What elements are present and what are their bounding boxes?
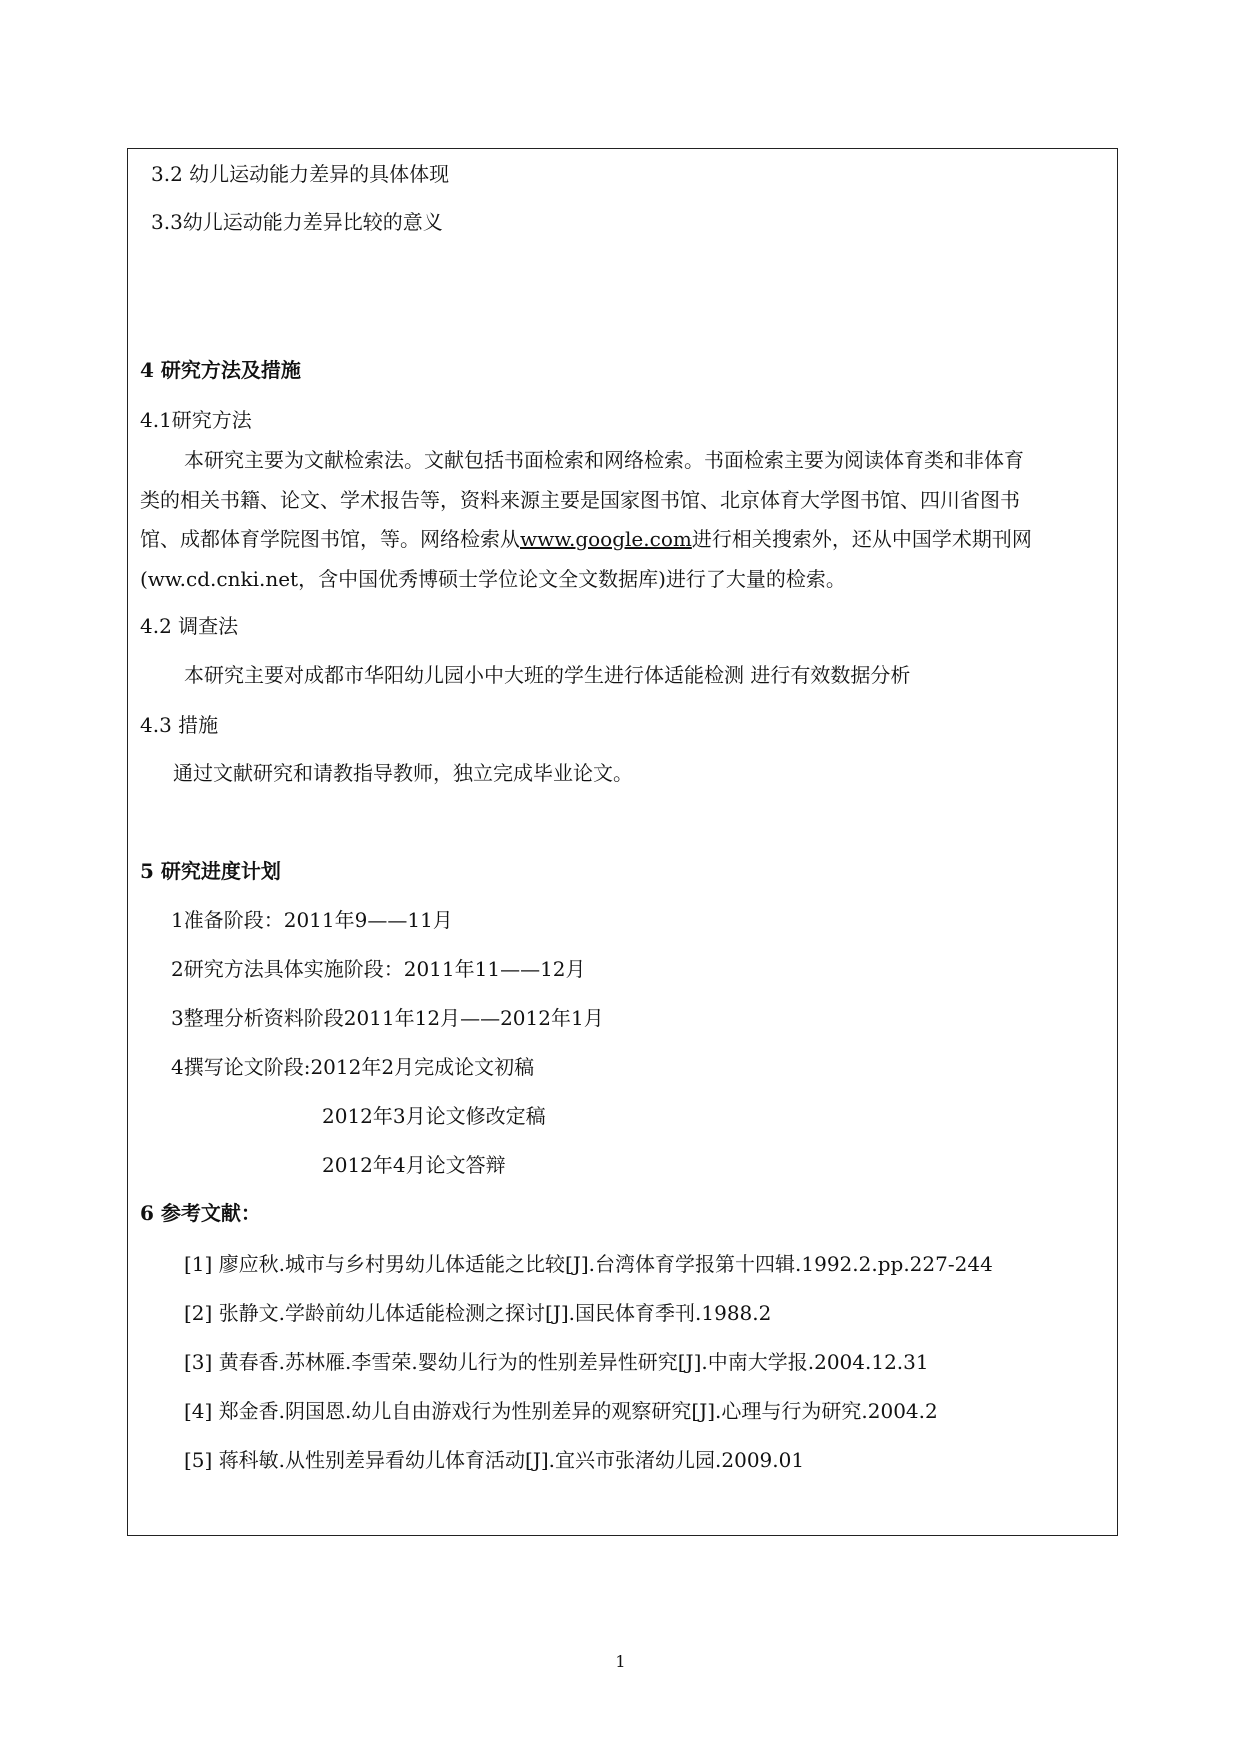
reference-item: [1] 廖应秋.城市与乡村男幼儿体适能之比较[J].台湾体育学报第十四辑.1992.2.pp.227-244 [184, 1252, 993, 1276]
reference-item: [4] 郑金香.阴国恩.幼儿自由游戏行为性别差异的观察研究[J].心理与行为研究.2004.2 [184, 1399, 938, 1423]
reference-item: [3] 黄春香.苏林雁.李雪荣.婴幼儿行为的性别差异性研究[J].中南大学报.2004.12.31 [184, 1350, 929, 1374]
page-number: 1 [615, 1652, 626, 1671]
google-link[interactable]: www.google.com [520, 527, 692, 551]
schedule-item: 2012年4月论文答辩 [322, 1153, 506, 1177]
paragraph-line: 类的相关书籍、论文、学术报告等，资料来源主要是国家图书馆、北京体育大学图书馆、四川省图书 [140, 488, 1020, 512]
section-4-1: 4.1研究方法 [140, 408, 252, 432]
section-5-heading: 5 研究进度计划 [140, 859, 281, 883]
schedule-item: 2研究方法具体实施阶段：2011年11——12月 [171, 957, 586, 981]
schedule-item: 1准备阶段：2011年9——11月 [171, 908, 453, 932]
paragraph-line: 本研究主要为文献检索法。文献包括书面检索和网络检索。书面检索主要为阅读体育类和非体育 [184, 448, 1024, 472]
section-4-2: 4.2 调查法 [140, 614, 239, 638]
paragraph-text: 进行相关搜索外，还从中国学术期刊网 [691, 527, 1032, 551]
section-4-3: 4.3 措施 [140, 713, 219, 737]
schedule-item: 4撰写论文阶段:2012年2月完成论文初稿 [171, 1055, 535, 1079]
reference-item: [2] 张静文.学龄前幼儿体适能检测之探讨[J].国民体育季刊.1988.2 [184, 1301, 772, 1325]
reference-item: [5] 蒋科敏.从性别差异看幼儿体育活动[J].宜兴市张渚幼儿园.2009.01 [184, 1448, 805, 1472]
schedule-item: 3整理分析资料阶段2011年12月——2012年1月 [171, 1006, 604, 1030]
section-6-heading: 6 参考文献： [140, 1201, 261, 1225]
paragraph-line: 本研究主要对成都市华阳幼儿园小中大班的学生进行体适能检测 进行有效数据分析 [184, 663, 911, 687]
paragraph-line: 通过文献研究和请教指导教师，独立完成毕业论文。 [173, 761, 633, 785]
paragraph-text: 馆、成都体育学院图书馆，等。网络检索从 [140, 527, 520, 551]
section-3-2: 3.2 幼儿运动能力差异的具体体现 [151, 162, 450, 186]
schedule-item: 2012年3月论文修改定稿 [322, 1104, 546, 1128]
section-3-3: 3.3幼儿运动能力差异比较的意义 [151, 210, 443, 234]
paragraph-line [140, 525, 1032, 553]
paragraph-line: (ww.cd.cnki.net，含中国优秀博硕士学位论文全文数据库)进行了大量的检索。 [140, 567, 846, 591]
section-4-heading: 4 研究方法及措施 [140, 358, 301, 382]
